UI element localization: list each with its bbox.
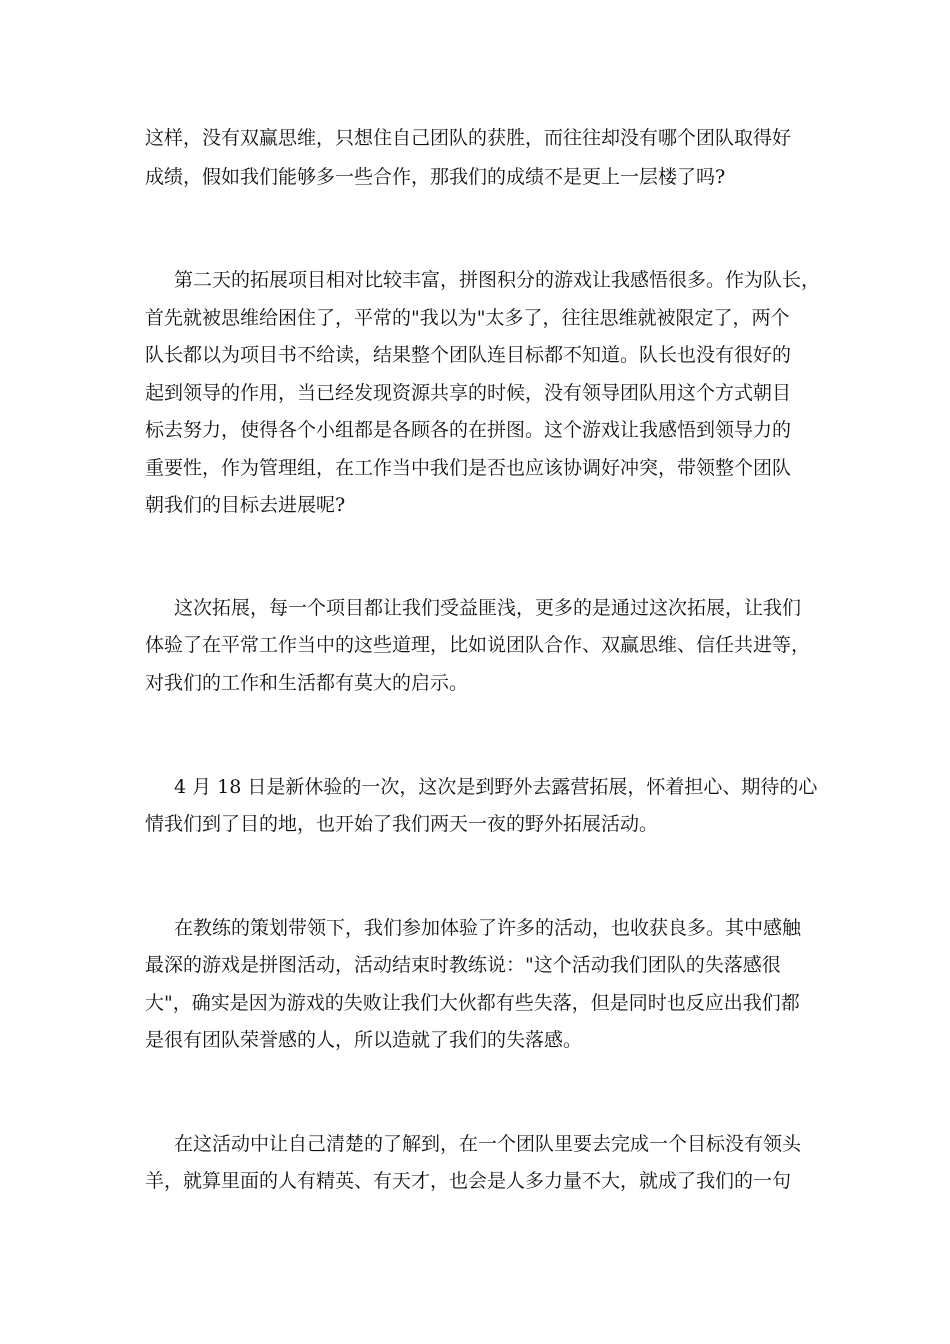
text-line: 羊，就算里面的人有精英、有天才，也会是人多力量不大，就成了我们的一句 [145,1170,792,1192]
text-line: 这次拓展，每一个项目都让我们受益匪浅，更多的是通过这次拓展，让我们 [174,597,802,619]
text-line: 首先就被思维给困住了，平常的"我以为"太多了，往往思维就被限定了，两个 [145,307,790,329]
text-line: 大"，确实是因为游戏的失败让我们大伙都有些失落，但是同时也反应出我们都 [145,992,800,1014]
text-line: 是很有团队荣誉感的人，所以造就了我们的失落感。 [145,1029,583,1051]
text-line: 对我们的工作和生活都有莫大的启示。 [145,672,469,694]
text-line: 朝我们的目标去进展呢? [145,494,346,516]
text-line: 4 月 18 日是新休验的一次，这次是到野外去露营拓展，怀着担心、期待的心 [174,776,818,798]
text-line: 情我们到了目的地，也开始了我们两天一夜的野外拓展活动。 [145,813,659,835]
text-line: 这样，没有双赢思维，只想住自己团队的获胜，而往往却没有哪个团队取得好 [145,127,792,149]
text-line: 第二天的拓展项目相对比较丰富，拼图积分的游戏让我感悟很多。作为队长， [174,269,821,291]
text-line: 体验了在平常工作当中的这些道理，比如说团队合作、双赢思维、信任共进等， [145,634,811,656]
text-line: 在教练的策划带领下，我们参加体验了许多的活动，也收获良多。其中感触 [174,917,802,939]
text-line: 标去努力，使得各个小组都是各顾各的在拼图。这个游戏让我感悟到领导力的 [145,419,792,441]
text-line: 在这活动中让自己清楚的了解到，在一个团队里要去完成一个目标没有领头 [174,1133,802,1155]
text-line: 成绩，假如我们能够多一些合作，那我们的成绩不是更上一层楼了吗? [145,166,726,188]
text-line: 队长都以为项目书不给读，结果整个团队连目标都不知道。队长也没有很好的 [145,344,792,366]
text-line: 起到领导的作用，当已经发现资源共享的时候，没有领导团队用这个方式朝目 [145,382,792,404]
text-line: 重要性，作为管理组，在工作当中我们是否也应该协调好冲突，带领整个团队 [145,457,792,479]
text-line: 最深的游戏是拼图活动，活动结束时教练说："这个活动我们团队的失落感很 [145,954,781,976]
